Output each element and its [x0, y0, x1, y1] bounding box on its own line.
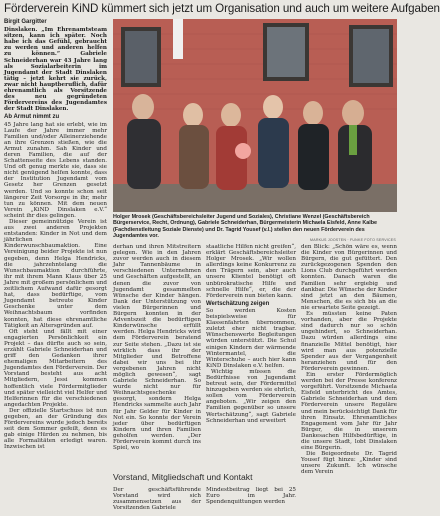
paragraph: Oft steht und fällt mit einer engagierten Persönlichkeit ein Projekt – das dürfte auch so sein, erzählt Gabriele Schneiderhan und griff den Gedanken ihrer ehemaligen Mitarbeitern des Jugendamtes den Förderverein. Der Vorstand besteht aus acht Mitgliedern, Jessi kommen hoffentlich viele Fördermitglieder und später vielleicht viel Helfer und Helferinnen für die verschiedenen angedachten Projekte.: [4, 328, 107, 408]
column-subheading: Wertschätzung zeigen: [206, 300, 270, 307]
group-photo: [113, 19, 397, 212]
section-subheading: Vorstand, Mitgliedschaft und Kontakt: [113, 472, 253, 482]
paragraph: Dieser gemeinnützige Verein ist aus zwei anderen Projekten entstanden: Kinder in Not und dem jährlichen Kinderwunschbaumaktion. Eine Vereinigung beider Projekte ist nun gegeben, denn Helga Hendricks, die jahrzehntelang die Wunschbaumaktion durchführte, ihr mit ihrem Mann Klaus über 25 Jahre mit großem persönlichem und zeitlichem Aufwand dafür gesorgt hat, dass bedürftige, vom Jugendamt betreute Kinder Geschenke unter dem Weihnachtsbaum vorfinden konnten, hat diese ehrenamtliche Tätigkeit an Altersgründen auf.: [4, 219, 107, 329]
paragraph: den Blick: „Schön wäre es, wenn die Kinder von Bürgerinnen und Bürgern, die gut gefüttert. Den zurückgezogenen Spenden den Lions Club durchgeführt werden konnten. Danach waren die Familien sehr ergiebig und dankbar. Die Wünsche der Kinder sind jetzt an den Bäumen, Menschen, die es sich bis an die nie erwartete Seite gezeigt.: [301, 244, 397, 311]
lead-text: „Im Ehrenamtsteam sitzen, kann ich später. Noch habe ich das Gefühl, gebraucht zu werden und anderen helfen zu können.“ Gabriele Schneiderhan war 43 Jahre lang als Sozialarbeiterin im Jugendamt der Stadt Dinslaken tätig – jetzt kehrt sie zurück, zwar nicht hauptberuflich, dafür ehrenamtlich als Vorsitzende des neu gegründeten Fördervereins des Jugendamtes der Stadt Dinslaken.: [4, 27, 107, 113]
dateline: Dinslaken.: [4, 27, 38, 34]
lead-paragraph: [4, 27, 107, 112]
paragraph: So werden Kosten beispielsweise für Klassenfahrten übernommen, zuletzt eher nicht tragbar. Wünschenswerte Begleitungen würden unterstützt. Die Schul einigen Kindern der wärmende Wintermantel, die Winterschuhe – auch hier kann KiND Dinslaken e.V. helfen.: [206, 307, 296, 369]
photo-credit: MARKUS JOOSTEN · FUNKE FOTO SERVICES: [310, 238, 396, 242]
author: Birgit Gargitter: [4, 19, 47, 25]
bottom-text-2: Mindestbeitrag liegt bei 25 Euro im Jahr. Spendenquittungen werden: [206, 487, 296, 506]
paragraph: Die Beigeordnete Dr. Tagrid Yousef fügt hinzu: „Kinder sind unsere Zukunft. Ich wünsche dem Verein: [301, 451, 397, 476]
photo-caption: Holger Mrosek (Geschäftsbereichsleiter Jugend und Soziales), Christiane Wenzel (Geschäftsbereich Bürgerservice, Recht, Ordnung), Gabriele Schneiderhan, Bürgermeisterin Michaela Eisfeld, Anne Kalbe (Fachdienstleitung Soziale Dienste) und Dr. Tagrid Yousef (v.l.) stellen den neuen Förderverein des Jugendamtes vor.: [113, 214, 378, 240]
headline: Förderverein KiND kümmert sich jetzt um Organisation und auch um weitere Aufgaben: [4, 2, 440, 15]
paragraph: Wichtig müssen die Bedürfnisse von Jugendamt betreut sein, der Fördermittel hinzugeben werden sie ehrlich, sollen vom Förderverein angeboten. „Wir zeigen den Familien gegenüber so unsere Wertschätzung“, sagt Gabriele Schneiderhan und erweitert: [206, 368, 296, 424]
bottom-text-1: Der geschäftsführende Vorstand wird sich zusammensetzen aus der Vorsitzenden Gabriele: [113, 487, 201, 512]
photo-icon: [113, 19, 397, 212]
paragraph: Der offizielle Startschuss ist nun gegeben, an der Gründung des Fördervereins wurde jedoch bereits seit dem Sommer gefeilt, denn es gab einige Hürden zu nehmen, bis alle Formalitäten erledigt waren. Inzwischen ist: [4, 407, 107, 451]
column-subheading: Ab Armut nimmt zu: [4, 114, 60, 121]
text-column-2: [113, 244, 201, 470]
text-column-3: [206, 244, 296, 470]
paragraph: Ein erster Fördermöglich werden bei der Presse konferenz vorgeführt. Vorsitzende Michaela Eisfeld unterbricht des Amtes, Gabriele Schneiderhan und dem Förderverein unsere Reguläre und mein berücksichtigt Dank für ihren Einsatz. Ehrenamtliches Engagement vom Jahr für Jahr Bürger, die in unserem Dankesachen Hilfsbedürftige, in die unsere Stadt, lobt Dinslaken eine Bürgerin.: [301, 371, 398, 452]
paragraph: staatliche Hilfen nicht greifen“, erklärt Geschäftsbereichsleiter Holger Mrosek. „Wir wollen allerdings keine Konkurrenz zu den Trägern sein, aber auch unsere Klientel benötigt oft unbürokratische Hilfe und schnelle Hilfe“, er, die der Förderverein nun bieten kann.: [206, 244, 296, 299]
paragraph: 45 Jahre lang hat sie erlebt, wie im Laufe der Jahre immer mehr Familien und/oder Alleinerziehende an ihre Grenzen stießen, wie die Armut zunahm. Sah Kinder und deren Familien, die auf der Schattenseite des Lebens standen. Und oft genug merkte sie, dass sie nicht genügend helfen konnte, dass der Institution Jugendamt vom Gesetz her Grenzen gesetzt werden. Und so konnte schon seit längerer Zeit Vorsorge in ihr, mehr tun zu können. Mit dem neuen Verein „KiND Dinslaken e.V.“ scheint ihr dies gelingen.: [4, 121, 107, 219]
paragraph: derhan und ihren Mitstreitern gelegen. Wie in den Jahren zuvor werden auch in diesem Jahr Tannenbäume in verschiedenen Unternehmen und Geschäften aufgestellt, an denen die zuvor von Jugendamt gesammelten Wünsche der Kinder hängen. Dank der Unterstützung von vielen Bürgerinnen und Bürgern konnten in der Adventszeit die bedürftigen Kinderwünsche erfüllt werden. Helga Hendricks wird dem Förderverein beratend zur Seite stehen. „Dazu ist sie wirklich dass ihr der Mitglieder und Betroffene dabei wir uns bei ihr vergebenen Jahren nicht möglich gewesen“, sagt Gabriele Schneiderhan. So wurde nicht nur für Weihnachtsgeschenke gesorgt, sondern Helga Hendricks sammelte auch Jahr für Jahr Gelder für Kinder in Not ein. So konnte der Verein jeder über bedürftigen Kindern und ihren Familien geholfen werden. „Der Förderverein kommt durch ins Spiel, wo: [113, 244, 201, 452]
text-column-1: [4, 19, 107, 514]
paragraph: Es müssten keine Paten vorhanden, aber die Projekte sind dadurch nur so schön ungehindert, so Schneiderhan. Dazu würden allerdings eine finanzielle Mittel benötigt, hier wird man aus potenzielle Spender aus der Vergangenheit heranziehen und für den Förderverein gewinnen.: [301, 311, 397, 372]
